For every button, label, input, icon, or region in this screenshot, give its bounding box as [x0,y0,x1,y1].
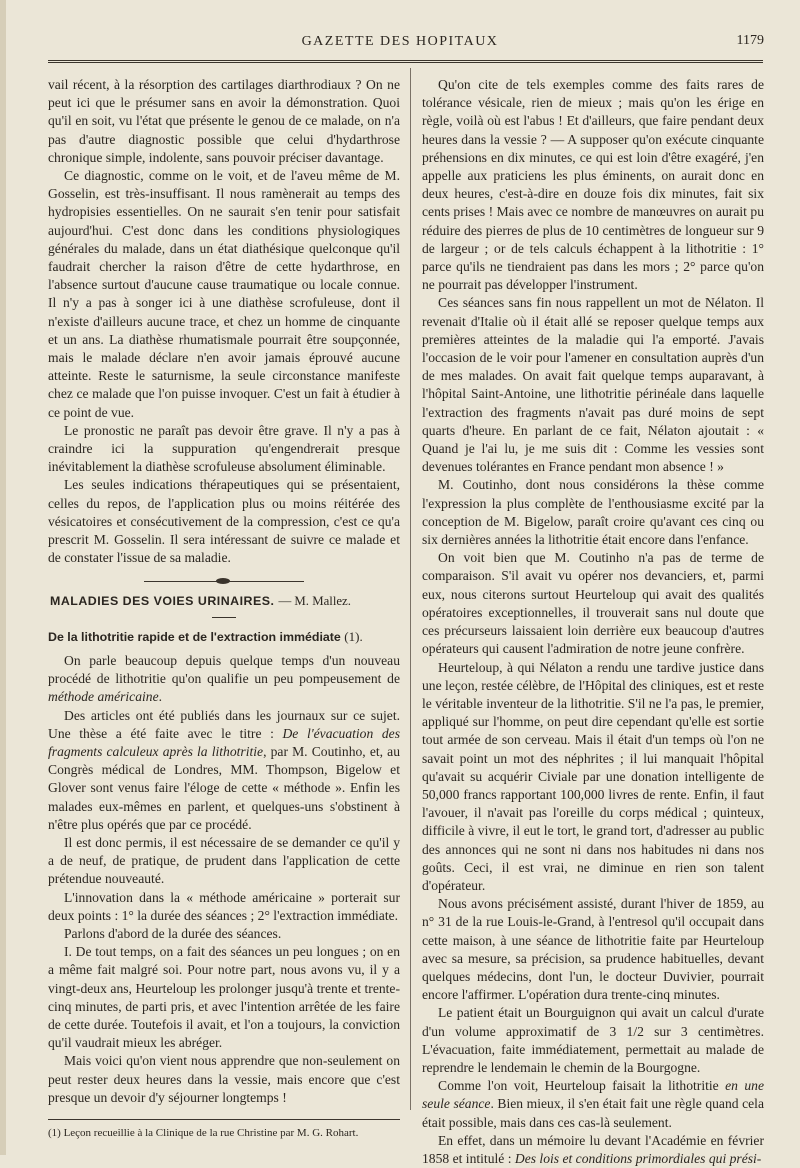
short-rule [48,617,400,618]
section-separator [48,581,400,582]
section-title-text: MALADIES DES VOIES URINAIRES. [50,594,275,609]
left-column [48,76,400,1140]
footnote: (1) Leçon recueillie à la Clinique de la rue Christine par M. G. Rohart. [48,1126,359,1139]
page-spine-shadow [0,0,6,1155]
paragraph: Ces séances sans fin nous rappellent un mot de Nélaton. Il revenait d'Italie où il était allé se reposer quelque temps aux premières atteintes de la maladie qui l'a emporté. J'avais l'occasion de le voir pour l'amener en consultation auprès d'un de mes malades. On avait fait quelque temps auparavant, à l'hôpital Saint-Antoine, une lithotritie périnéale dans laquelle l'extraction des fragments n'avait pas duré moins de sept quarts d'heure. En parlant de ce fait, Nélaton ajoutait : « Quand je l'ai lu, je me suis dit : Comme les vessies sont devenues tolérantes en France pendant mon absence ! » [422,295,764,475]
header-double-rule [48,60,763,65]
italic-title: De l'évacuation des fragments calculeux après la lithotritie [48,725,400,759]
paragraph: Ce diagnostic, comme on le voit, et de l'aveu même de M. Gosselin, est très-insuffisant. Il nous ramènerait au temps des hydropisies essentielles. On ne saurait s'en tenir pour satisfait aujourd'hui. C'est donc dans les conditions physiologiques générales du malade, dans un état diathésique quelconque qu'il faudrait chercher la raison d'être de cette hydarthrose, en l'absence surtout d'aucune cause traumatique ou locale connue. Il n'y a pas à songer ici à une diathèse scrofuleuse, dont il n'existe d'ailleurs aucune trace, et chez un homme de cinquante et un ans. La diathèse rhumatismale pourrait être soupçonnée, mais le malade déclare n'en avoir jamais éprouvé aucune atteinte. Reste le saturnisme, la seule circonstance manifeste chez ce malade que l'on puisse invoquer. C'est un fait à étudier à ce point de vue. [48,168,400,420]
paragraph: On voit bien que M. Coutinho n'a pas de terme de comparaison. S'il avait vu opérer nos devanciers, et, parmi eux, nous citerons surtout Heurteloup qui avait des qualités opératoires exceptionnelles, il trouverait sans nul doute que ces précurseurs laissaient loin derrière eux beaucoup d'autres opérateurs qui causent l'admiration de notre jeune confrère. [422,550,764,657]
paragraph: Le patient était un Bourguignon qui avait un calcul d'urate d'un volume approximatif de 3 1/2 sur 3 centimètres. L'évacuation, faite immédiatement, permettait au malade de reprendre le lendemain le chemin de la Bourgogne. [422,1005,764,1075]
paragraph: Les seules indications thérapeutiques qui se présentaient, celles du repos, de l'application plus ou moins réitérée des vésicatoires et consécutivement de la compression, c'est ce qu'a prescrit M. Gosselin. Il sera intéressant de suivre ce malade et de constater l'issue de sa maladie. [48,477,400,566]
paragraph: I. De tout temps, on a fait des séances un peu longues ; on en a même fait malgré soi. Pour notre part, nous avons vu, il y a vingt-deux ans, Heurteloup les prolonger jusqu'à trente et trente-cinq minutes, de parti pris, et avec l'intention arrêtée de les faire de cette durée. Toutefois il avait, et l'on a toujours, la conviction qu'il vaudrait mieux les abréger. [48,944,400,1051]
running-title: GAZETTE DES HOPITAUX [301,34,499,49]
paragraph: Nous avons précisément assisté, durant l'hiver de 1859, au n° 31 de la rue Louis-le-Grand, à l'entresol qu'il occupait dans cette maison, à une séance de lithotritie faite par Heurteloup avec sa mesure, sa précision, sa prudence habituelles, devant quelques médecins, dont l'un, le docteur Duvivier, pourrait encore l'affirmer. L'opération dura trente-cinq minutes. [422,896,764,1003]
paragraph: Il est donc permis, il est nécessaire de se demander ce qu'il y a de neuf, de pratique, de prudent dans l'application de cette prétendue nouveauté. [48,834,400,887]
paragraph: Le pronostic ne paraît pas devoir être grave. Il n'y a pas à craindre ici la suppuration qu'engendrerait presque inévitablement la diathèse scrofuleuse absolument éliminable. [48,422,400,475]
section-author: — M. Mallez. [278,594,351,609]
paragraph: En effet, dans un mémoire lu devant l'Académie en février 1858 et intitulé : Des lois et conditions primordiales qui prési- [422,1132,764,1166]
page-number: 1179 [736,33,764,48]
italic-phrase: en une seule séance [422,1078,764,1112]
subsection-title-text: De la lithotritie rapide et de l'extraction immédiate [48,629,341,644]
paragraph: vail récent, à la résorption des cartilages diarthrodiaux ? On ne peut ici que le présumer sans en avoir la démonstration. Quoi qu'il en soit, vu l'état que présente le genou de ce malade, on n'a pas d'autre diagnostic possible que celui d'hydarthrose chronique simple, indolente, sans pouvoir préciser davantage. [48,77,400,165]
paragraph: On parle beaucoup depuis quelque temps d'un nouveau procédé de lithotritie qu'on qualifie un peu pompeusement de méthode américaine. [48,652,400,705]
section-title [50,592,400,610]
paragraph: Qu'on cite de tels exemples comme des faits rares de tolérance vésicale, rien de mieux ; mais qu'on les érige en règle, voilà où est l'abus ! Et d'ailleurs, que faire pendant deux heures dans la vessie ? — A supposer qu'on exécute cinquante préhensions en dix minutes, ce qui est loin d'être exagéré, j'en appelle aux praticiens les plus éminents, on aurait donc en deux heures, c'est-à-dire en douze fois dix minutes, fait six cents prises ! Mais avec ce nombre de manœuvres on aurait pu réduire des pierres de plus de 10 centimètres de longueur sur 9 de largeur ; or de tels calculs échappent à la lithotritie : 1° parce qu'ils ne tiendraient pas dans les mors ; 2° parce qu'on ne pourrait pas développer l'instrument. [422,77,764,293]
paragraph: Mais voici qu'on vient nous apprendre que non-seulement on peut rester deux heures dans la vessie, mais encore que c'est presque un devoir d'y séjourner longtemps ! [48,1053,400,1105]
italic-title: Des lois et conditions primordiales qui prési- [514,1150,762,1166]
paragraph: Comme l'on voit, Heurteloup faisait la lithotritie en une seule séance. Bien mieux, il s'en était fait une règle quand cela était possible, mais dans ces cas-là seulement. [422,1078,764,1130]
column-divider [410,68,411,1110]
right-column [422,76,764,1168]
paragraph: Heurteloup, à qui Nélaton a rendu une tardive justice dans une leçon, restée célèbre, de l'Hôpital des cliniques, est et reste le véritable inventeur de la lithotritie. S'il ne l'a pas, le premier, appliqué sur l'homme, on peut dire cependant qu'elle est sortie tout armée de son cerveau. Mais il était d'un temps où l'on ne savait point un mot des néphrites ; il lui manquait l'hôpital qu'avait su acquérir Civiale par une donation intelligente de 50,000 francs rapportant 100,000 livres de rente. Enfin, il faut l'avouer, il n'avait pas l'oreille du corps médical ; quinteux, difficile à vivre, il eut le tort, le grand tort, d'adresser au public des annonces qui ne sont ni dans nos habitudes ni dans nos goûts. Ceci, il est vrai, ne diminue en rien son talent d'opérateur. [422,659,764,893]
paragraph: M. Coutinho, dont nous considérons la thèse comme l'expression la plus complète de l'enthousiasme excité par la conception de M. Bigelow, paraît croire qu'avant ces cinq ou six dernières années la lithotritie était encore dans l'enfance. [422,477,764,548]
footnote-reference: (1). [344,628,363,644]
subsection-title [48,628,400,646]
footnote-rule [48,1119,400,1120]
italic-phrase: méthode américaine [48,689,159,705]
paragraph: L'innovation dans la « méthode américaine » porterait sur deux points : 1° la durée des séances ; 2° l'extraction immédiate. [48,889,400,923]
paragraph: Parlons d'abord de la durée des séances. [64,925,282,941]
paragraph: Des articles ont été publiés dans les journaux sur ce sujet. Une thèse a été faite avec le titre : De l'évacuation des fragments calculeux après la lithotritie, par M. Coutinho, et, au Congrès médical de Londres, MM. Thompson, Bigelow et Glover sont venus faire l'éloge de cette « méthode ». Enfin les malades eux-mêmes en parlent, et quelques-uns s'obstinent à n'être plus opérés que par ce procédé. [48,707,400,832]
